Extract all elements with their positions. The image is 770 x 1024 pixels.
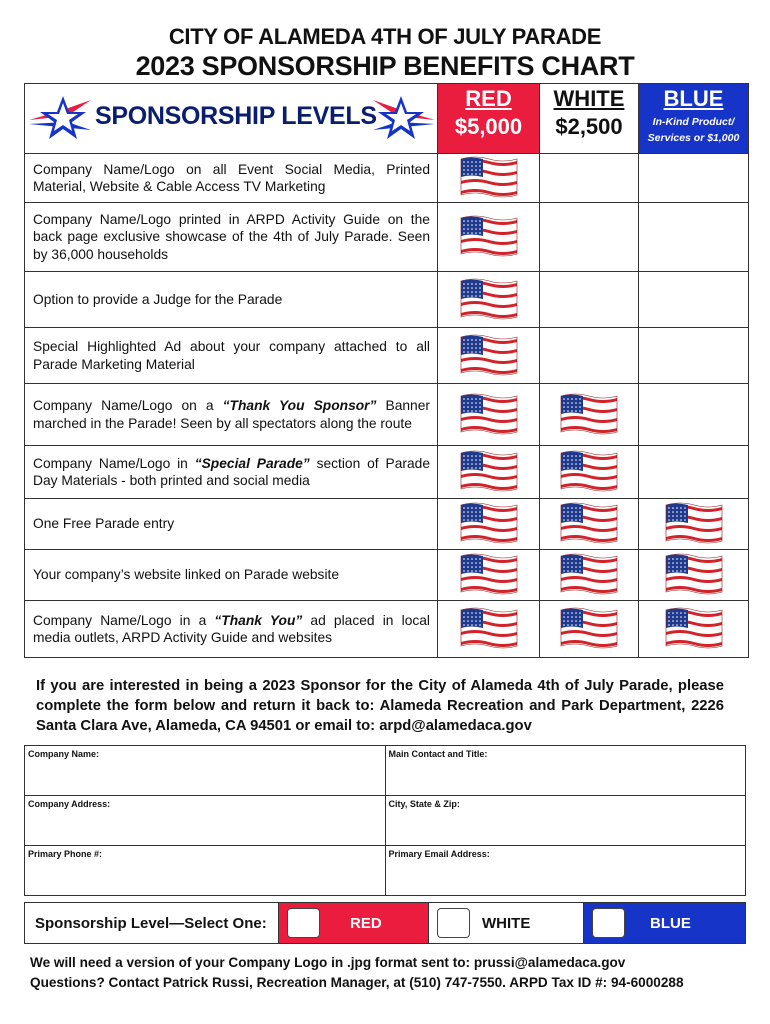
- benefit-row: [25, 328, 749, 384]
- american-flag-icon: [459, 502, 519, 546]
- benefit-blue-cell: [639, 446, 749, 499]
- benefit-white-cell: [540, 384, 639, 446]
- american-flag-icon: [459, 334, 519, 378]
- benefit-text: [25, 272, 438, 328]
- benefit-text-segment: One Free Parade entry: [33, 516, 175, 532]
- benefit-blue-cell: [639, 499, 749, 550]
- benefit-text-segment: Company Name/Logo printed in ARPD Activity Guide on the back page exclusive showcase of the 4th of July Parade. Seen by 36,000 households: [33, 211, 430, 262]
- american-flag-icon: [559, 553, 619, 597]
- tier-blue-header: BLUE In-Kind Product/ Services or $1,000: [639, 84, 749, 154]
- benefit-text: [25, 384, 438, 446]
- benefit-text-segment: Company Name/Logo in: [33, 455, 195, 471]
- benefit-text: [25, 499, 438, 550]
- benefit-text: [25, 601, 438, 658]
- city-state-zip-field[interactable]: City, State & Zip:: [385, 796, 746, 846]
- american-flag-icon: [459, 156, 519, 200]
- title-line-2: 2023 SPONSORSHIP BENEFITS CHART: [135, 51, 635, 81]
- benefit-white-cell: [540, 499, 639, 550]
- benefit-row: [25, 272, 749, 328]
- option-red-label: RED: [350, 914, 382, 932]
- red-checkbox[interactable]: [287, 908, 320, 938]
- sponsor-form: [24, 745, 746, 896]
- benefit-text-segment: Option to provide a Judge for the Parade: [33, 291, 283, 307]
- option-white: [429, 903, 584, 943]
- sponsorship-levels-title: SPONSORSHIP LEVELS: [95, 102, 377, 130]
- benefit-text-segment: ad placed in local media outlets, ARPD Activity Guide and websites: [33, 612, 431, 645]
- benefit-white-cell: [540, 272, 639, 328]
- american-flag-icon: [559, 450, 619, 494]
- footer-contact: Questions? Contact Patrick Russi, Recreation Manager, at (510) 747-7550. ARPD Tax ID #: 94-6000288: [30, 975, 684, 990]
- option-red: [279, 903, 429, 943]
- benefit-text: [25, 446, 438, 499]
- benefit-red-cell: [438, 446, 540, 499]
- benefit-row: [25, 601, 749, 658]
- benefit-white-cell: [540, 601, 639, 658]
- benefit-row: [25, 203, 749, 272]
- benefit-row: [25, 446, 749, 499]
- benefit-red-cell: [438, 550, 540, 601]
- benefit-red-cell: [438, 203, 540, 272]
- benefit-blue-cell: [639, 203, 749, 272]
- benefit-row: [25, 154, 749, 203]
- benefit-white-cell: [540, 154, 639, 203]
- american-flag-icon: [559, 502, 619, 546]
- main-contact-field[interactable]: Main Contact and Title:: [385, 746, 746, 796]
- benefit-emphasis: “Thank You”: [214, 612, 303, 628]
- benefit-blue-cell: [639, 384, 749, 446]
- american-flag-icon: [459, 393, 519, 437]
- benefit-blue-cell: [639, 550, 749, 601]
- primary-phone-field[interactable]: Primary Phone #:: [25, 846, 386, 896]
- benefit-row: [25, 384, 749, 446]
- option-blue: [584, 903, 745, 943]
- footer: [30, 953, 750, 993]
- sponsorship-levels-header: [25, 84, 438, 154]
- benefit-red-cell: [438, 154, 540, 203]
- benefit-row: [25, 550, 749, 601]
- benefit-text: [25, 203, 438, 272]
- blue-checkbox[interactable]: [592, 908, 625, 938]
- benefits-chart: [24, 83, 749, 658]
- primary-email-field[interactable]: Primary Email Address:: [385, 846, 746, 896]
- benefit-text-segment: Company Name/Logo on all Event Social Media, Printed Material, Website & Cable Access TV Marketing: [33, 161, 430, 194]
- white-checkbox[interactable]: [437, 908, 470, 938]
- benefit-text: [25, 328, 438, 384]
- american-flag-icon: [459, 278, 519, 322]
- american-flag-icon: [459, 450, 519, 494]
- option-blue-label: BLUE: [650, 914, 691, 932]
- american-flag-icon: [559, 607, 619, 651]
- benefit-red-cell: [438, 328, 540, 384]
- american-flag-icon: [664, 553, 724, 597]
- benefit-text-segment: Company Name/Logo on a: [33, 398, 223, 413]
- benefit-blue-cell: [639, 154, 749, 203]
- star-icon: [371, 90, 437, 150]
- benefit-white-cell: [540, 328, 639, 384]
- benefit-red-cell: [438, 272, 540, 328]
- american-flag-icon: [459, 553, 519, 597]
- selector-label: Sponsorship Level—Select One:: [25, 903, 279, 943]
- title-line-1: CITY OF ALAMEDA 4TH OF JULY PARADE: [168, 24, 602, 49]
- tier-white-header: WHITE $2,500: [540, 84, 639, 154]
- benefit-text: [25, 154, 438, 203]
- benefit-red-cell: [438, 601, 540, 658]
- benefit-text-segment: Special Highlighted Ad about your company attached to all Parade Marketing Material: [33, 339, 430, 372]
- sponsor-instructions: If you are interested in being a 2023 Sponsor for the City of Alameda 4th of July Parade, please complete the form below and return it back to: Alameda Recreation and Park Department, 2226 Santa Clara Ave, Alameda, CA 94501 or email to: arpd@alamedaca.gov: [36, 678, 724, 734]
- benefit-text: [25, 550, 438, 601]
- footer-logo-note: We will need a version of your Company Logo in .jpg format sent to: prussi@alamedaca.gov: [30, 955, 626, 970]
- tier-red-header: RED $5,000: [438, 84, 540, 154]
- benefit-emphasis: “Special Parade”: [194, 455, 310, 471]
- benefit-blue-cell: [639, 601, 749, 658]
- benefit-text-segment: Banner marched in the Parade! Seen by all spectators along the route: [33, 398, 430, 431]
- benefit-red-cell: [438, 499, 540, 550]
- benefit-white-cell: [540, 550, 639, 601]
- star-icon: [27, 90, 93, 150]
- american-flag-icon: [459, 607, 519, 651]
- benefit-text-segment: Your company’s website linked on Parade website: [33, 567, 340, 583]
- benefit-row: [25, 499, 749, 550]
- benefit-emphasis: “Thank You Sponsor”: [222, 398, 377, 413]
- benefit-blue-cell: [639, 328, 749, 384]
- benefit-red-cell: [438, 384, 540, 446]
- benefit-text-segment: Company Name/Logo in a: [33, 612, 215, 628]
- sponsorship-level-selector: [24, 902, 746, 944]
- option-white-label: WHITE: [482, 914, 531, 932]
- american-flag-icon: [664, 607, 724, 651]
- american-flag-icon: [559, 393, 619, 437]
- benefit-blue-cell: [639, 272, 749, 328]
- american-flag-icon: [459, 215, 519, 259]
- american-flag-icon: [664, 502, 724, 546]
- company-address-field[interactable]: Company Address:: [25, 796, 386, 846]
- benefit-text-segment: section of Parade Day Materials - both printed and social media: [33, 455, 430, 488]
- benefit-white-cell: [540, 446, 639, 499]
- company-name-field[interactable]: Company Name:: [25, 746, 386, 796]
- benefit-white-cell: [540, 203, 639, 272]
